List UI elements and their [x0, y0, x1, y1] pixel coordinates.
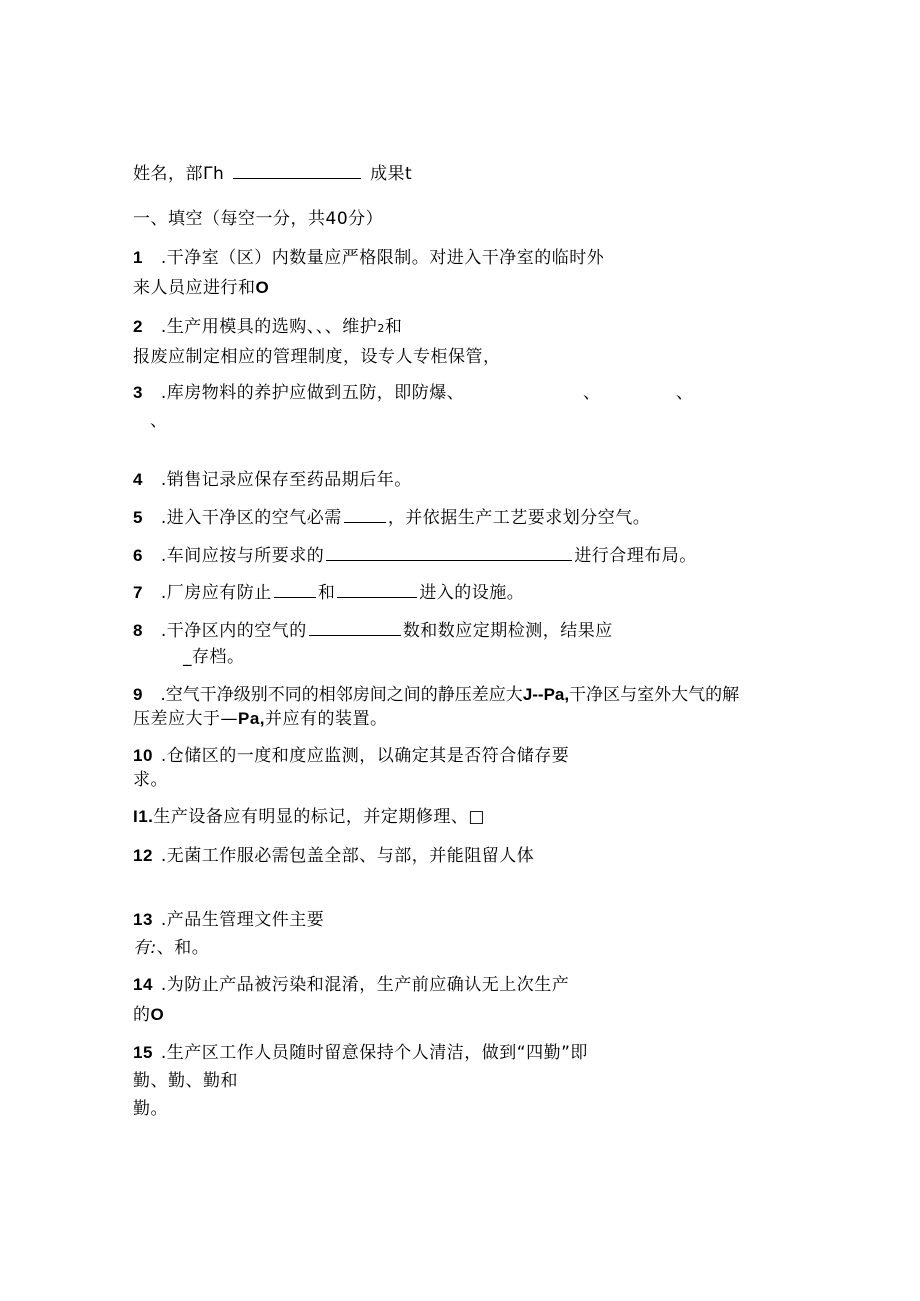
- question-number: 15: [133, 1043, 153, 1062]
- question-15: [133, 1042, 588, 1064]
- question-text: ，并依据生产工艺要求划分空气。: [387, 508, 651, 528]
- question-number: 1: [133, 248, 143, 267]
- question-text: .无菌工作服必需包盖全部、与部，并能阻留人体: [160, 846, 535, 866]
- question-text: .库房物料的养护应做到五防，即防爆、: [160, 383, 465, 403]
- question-10-cont: 求。: [133, 770, 168, 790]
- question-text: 数和数应定期检测，结果应: [402, 621, 613, 641]
- question-text: 的: [133, 1005, 151, 1025]
- question-number: 7: [133, 583, 143, 602]
- question-text: .厂房应有防止: [160, 583, 272, 603]
- answer-blank: [344, 507, 386, 523]
- section-title: 一、填空（每空一分，共40分）: [133, 209, 384, 229]
- question-number: 14: [133, 975, 153, 994]
- question-1-cont: [133, 277, 269, 299]
- question-text: 进入的设施。: [419, 583, 525, 603]
- answer-blank: [274, 582, 316, 598]
- question-7: [133, 582, 524, 604]
- question-number: 8: [133, 621, 143, 640]
- header-line: [133, 163, 412, 185]
- question-text: .空气干净级别不同的相邻房间之间的静压差应大: [160, 685, 523, 705]
- question-8: [133, 620, 613, 642]
- question-9-cont: [133, 708, 388, 730]
- question-number: I1.: [133, 807, 154, 826]
- question-text: .生产用模具的选购、、、维护: [160, 317, 378, 337]
- question-mark: O: [255, 278, 270, 297]
- question-15-cont: 勤。: [133, 1099, 168, 1119]
- question-text: 干净区与室外大气的解: [569, 685, 740, 705]
- answer-blank: [337, 582, 417, 598]
- question-text-italic: 有:: [133, 938, 157, 958]
- question-8-cont: _存档。: [183, 647, 245, 667]
- question-text: 来人员应进行和: [133, 278, 256, 298]
- question-number: 9: [133, 685, 143, 704]
- question-text: .仓储区的一度和度应监测，以确定其是否符合储存要: [160, 746, 570, 766]
- question-2: [133, 316, 402, 340]
- question-1: [133, 247, 604, 269]
- question-text: 进行合理布局。: [574, 546, 697, 566]
- question-number: 5: [133, 508, 143, 527]
- question-text: 并应有的装置。: [265, 709, 388, 729]
- question-text-bold: J--Pa,: [522, 685, 570, 704]
- question-10: [133, 745, 569, 767]
- question-13-cont: [133, 937, 209, 959]
- question-number: 12: [133, 846, 153, 865]
- answer-blank: [326, 545, 572, 561]
- question-2-cont: 报废应制定相应的管理制度，设专人专柜保管，: [133, 347, 501, 367]
- question-text: .为防止产品被污染和混淆，生产前应确认无上次生产: [160, 975, 570, 995]
- question-4: [133, 469, 412, 491]
- question-text: 、和。: [156, 938, 210, 958]
- question-3-cont: 、: [150, 411, 168, 431]
- question-number: 13: [133, 910, 153, 929]
- question-text: .进入干净区的空气必需: [160, 508, 342, 528]
- question-text: .产品生管理文件主要: [160, 910, 325, 930]
- question-text: 压差应大于—: [133, 709, 238, 729]
- question-6: [133, 545, 697, 567]
- question-5: [133, 507, 650, 529]
- name-label: 姓名，部Γh: [133, 164, 225, 184]
- question-9: [133, 684, 739, 706]
- question-number: 6: [133, 546, 143, 565]
- question-text: 和: [384, 317, 403, 337]
- separator: 、: [676, 383, 694, 403]
- question-text: .车间应按与所要求的: [160, 546, 325, 566]
- question-number: 10: [133, 746, 153, 765]
- question-text: .销售记录应保存至药品期后年。: [160, 470, 412, 490]
- question-13: [133, 909, 324, 931]
- question-mark: O: [150, 1005, 165, 1024]
- separator: 、: [583, 383, 601, 403]
- name-blank: [233, 163, 361, 179]
- question-12: [133, 845, 534, 867]
- question-text: .干净区内的空气的: [160, 621, 307, 641]
- question-text: 和: [317, 583, 336, 603]
- score-label: 成果t: [370, 164, 413, 184]
- question-14-cont: [133, 1004, 164, 1026]
- question-3: [133, 382, 464, 404]
- question-15-cont: 勤、勤、勤和: [133, 1071, 238, 1091]
- question-text: .干净室（区）内数量应严格限制。对进入干净室的临时外: [160, 248, 605, 268]
- subscript: 2: [377, 322, 385, 335]
- question-number: 2: [133, 317, 143, 336]
- answer-blank: [309, 620, 401, 636]
- question-text: 生产设备应有明显的标记，并定期修理、□: [153, 807, 485, 827]
- question-14: [133, 974, 569, 996]
- question-number: 3: [133, 383, 143, 402]
- question-number: 4: [133, 470, 143, 489]
- question-text-bold: Pa,: [238, 709, 266, 728]
- question-11: [133, 806, 485, 828]
- question-text: .生产区工作人员随时留意保持个人清洁，做到“四勤”即: [160, 1043, 588, 1063]
